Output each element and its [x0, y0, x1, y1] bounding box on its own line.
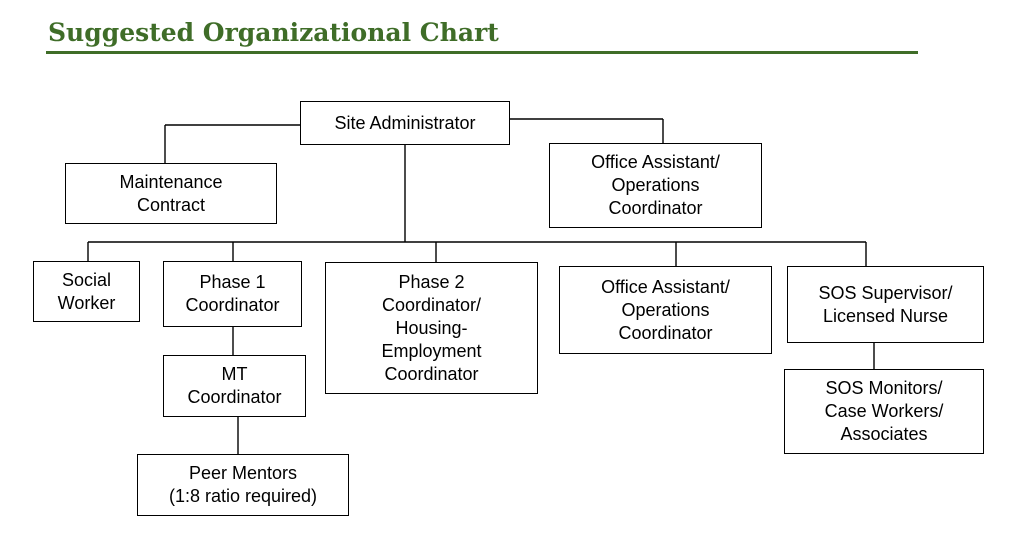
phase1-coordinator-label: Phase 1 Coordinator — [185, 272, 280, 315]
maintenance-contract-box — [65, 163, 277, 224]
phase2-coordinator-box — [325, 262, 538, 394]
site-administrator-box — [300, 101, 510, 145]
office-assistant-top-label: Office Assistant/ Operations Coordinator — [591, 152, 720, 218]
phase1-coordinator-box — [163, 261, 302, 327]
social-worker-label: Social Worker — [57, 269, 116, 313]
sos-supervisor-label: SOS Supervisor/ Licensed Nurse — [818, 282, 953, 326]
phase2-coordinator-label: Phase 2 Coordinator/ Housing- Employment Coordinator — [381, 271, 482, 384]
peer-mentors-label: Peer Mentors (1:8 ratio required) — [168, 463, 318, 506]
page-title: Suggested Organizational Chart — [48, 18, 499, 47]
site-administrator-label: Site Administrator — [334, 112, 476, 133]
mt-coordinator-box — [163, 355, 306, 417]
peer-mentors-box — [137, 454, 349, 516]
office-assistant-top-box — [549, 143, 762, 228]
sos-monitors-label: SOS Monitors/ Case Workers/ Associates — [824, 378, 944, 444]
sos-monitors-box — [784, 369, 984, 454]
office-assistant-mid-label: Office Assistant/ Operations Coordinator — [601, 276, 730, 343]
mt-coordinator-label: MT Coordinator — [187, 364, 282, 407]
office-assistant-mid-box — [559, 266, 772, 354]
social-worker-box — [33, 261, 140, 322]
maintenance-contract-label: Maintenance Contract — [119, 171, 223, 215]
sos-supervisor-box — [787, 266, 984, 343]
